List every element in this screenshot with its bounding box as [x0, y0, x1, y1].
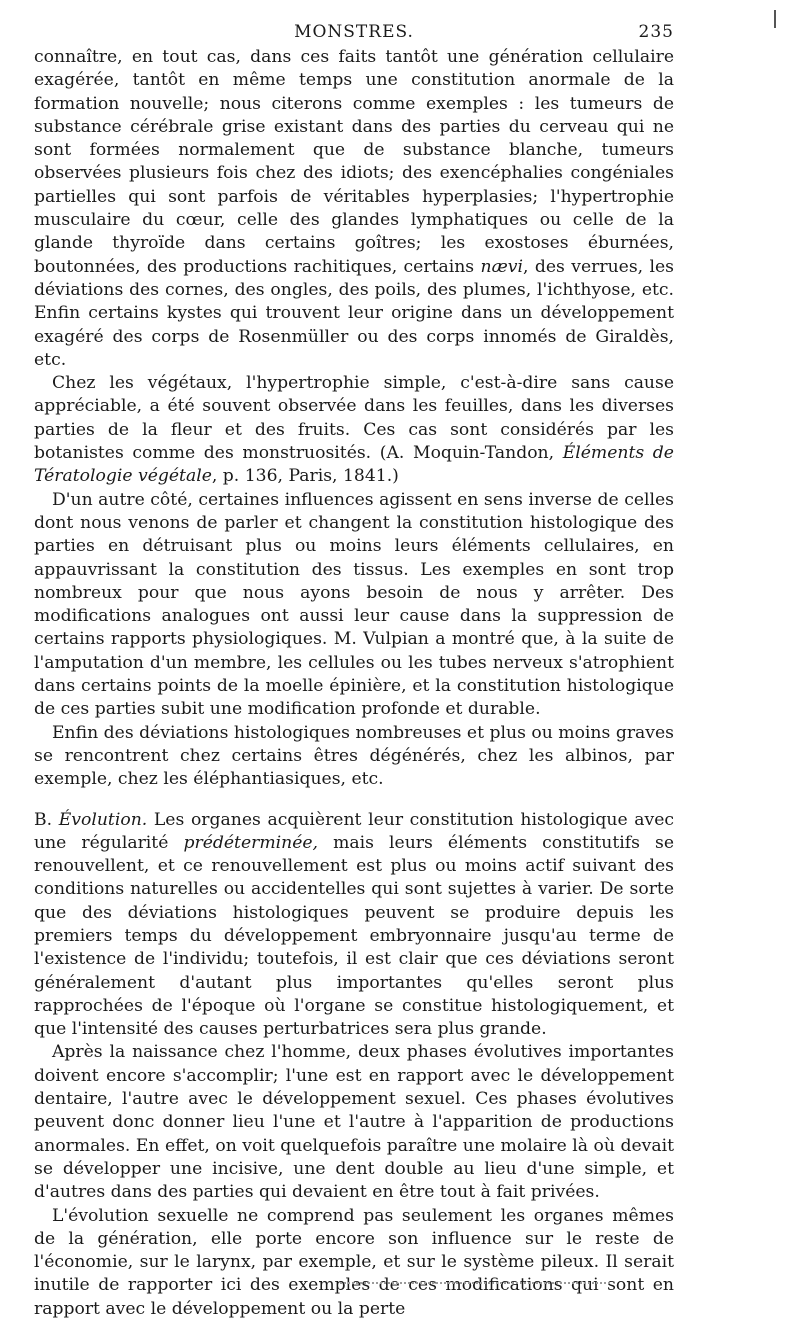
paragraph-4: Enfin des déviations histologiques nombreuses et plus ou moins graves se rencontrent chez certains êtres dégénérés, chez les albinos, par exemple, chez les éléphantiasiques, etc. [34, 722, 674, 790]
paragraph-1-text: connaître, en tout cas, dans ces faits tantôt une génération cellulaire exagérée, tantôt en même temps une constitution anormale de la formation nouvelle; nous citerons comme exemples : les tumeurs de substance cérébrale grise existant dans des parties du cerveau qui ne sont formées normalement que de substance blanche, tumeurs observées plusieurs fois chez des idiots; des exencéphalies congéniales partielles qui sont parfois de véritables hyperplasies; l'hypertrophie musculaire du cœur, celle des glandes lymphatiques ou celle de la glande thyroïde dans certains goîtres; les exostoses éburnées, boutonnées, des productions rachitiques, certains [34, 47, 674, 277]
margin-mark [774, 10, 776, 28]
book-title-citation: Éléments de Tératologie végétale [34, 443, 674, 487]
paragraph-2 [34, 372, 674, 488]
running-header [34, 16, 674, 46]
book-page [34, 16, 674, 1321]
paragraph-5-text: Les organes acquièrent leur constitution histologique avec une régularité [34, 809, 675, 853]
paragraph-2-text: Chez les végétaux, l'hypertrophie simple, c'est-à-dire sans cause appréciable, a été souvent observée dans les feuilles, dans les diverses parties de la fleur et des fruits. Ces cas sont considérés par les botanistes comme des monstruosités. (A. Moquin-Tandon, [34, 373, 674, 464]
paragraph-5-italic: prédéterminée, [183, 832, 319, 853]
paragraph-6: Après la naissance chez l'homme, deux phases évolutives importantes doivent encore s'accomplir; l'une est en rapport avec le développement dentaire, l'autre avec le développement sexuel. Ces phases évolutives peuvent donc donner lieu l'une et l'autre à l'apparition de productions anormales. En effet, on voit quelquefois paraître une molaire là où devait se développer une incisive, une dent double au lieu d'une simple, et d'autres dans des parties qui devaient en être tout à fait privées. [34, 1042, 674, 1203]
paragraph-5-end: mais leurs éléments constitutifs se renouvellent, et ce renouvellement est plus ou moins actif suivant des conditions naturelles ou accidentelles qui sont sujettes à varier. De sorte que des déviations histologiques peuvent se produire depuis les premiers temps du développement embryonnaire jusqu'au terme de l'existence de l'individu; toutefois, il est clair que ces déviations seront généralement d'autant plus importantes qu'elles seront plus rapprochées de l'époque où l'organe se constitue histologiquement, et que l'intensité des causes perturbatrices sera plus grande. [34, 832, 675, 1040]
paragraph-1-end: , des verrues, les déviations des cornes, des ongles, des poils, des plumes, l'ichthyose, etc. Enfin certains kystes qui trouvent leur origine dans un développement exagéré des corps de Rosenmüller ou des corps innomés de Giraldès, etc. [34, 256, 674, 370]
body-text [34, 46, 674, 1321]
section-label: B. [34, 809, 53, 830]
paragraph-3: D'un autre côté, certaines influences agissent en sens inverse de celles dont nous venons de parler et changent la constitution histologique des parties en détruisant plus ou moins leurs éléments cellulaires, en appauvrissant la constitution des tissus. Les exemples en sont trop nombreux pour que nous ayons besoin de nous y arrêter. Des modifications analogues ont aussi leur cause dans la suppression de certains rapports physiologiques. M. Vulpian a montré que, à la suite de l'amputation d'un membre, les cellules ou les tubes nerveux s'atrophient dans certains points de la moelle épinière, et la constitution histologique de ces parties subit une modification profonde et durable. [34, 489, 674, 720]
bottom-print-marks [340, 1282, 610, 1287]
paragraph-2-end: , p. 136, Paris, 1841.) [211, 466, 399, 487]
paragraph-1 [34, 46, 674, 372]
section-evolution [34, 809, 674, 1042]
running-title: MONSTRES. [294, 22, 414, 42]
paragraph-7: L'évolution sexuelle ne comprend pas seulement les organes mêmes de la génération, elle porte encore son influence sur le reste de l'économie, sur le larynx, par exemple, et sur le système pileux. Il serait inutile de rapporter ici des exemples de ces modifications qui sont en rapport avec le développement ou la perte [34, 1205, 674, 1319]
section-heading: Évolution. [58, 809, 148, 830]
page-number: 235 [638, 22, 674, 42]
paragraph-1-italic: nævi [480, 256, 523, 277]
